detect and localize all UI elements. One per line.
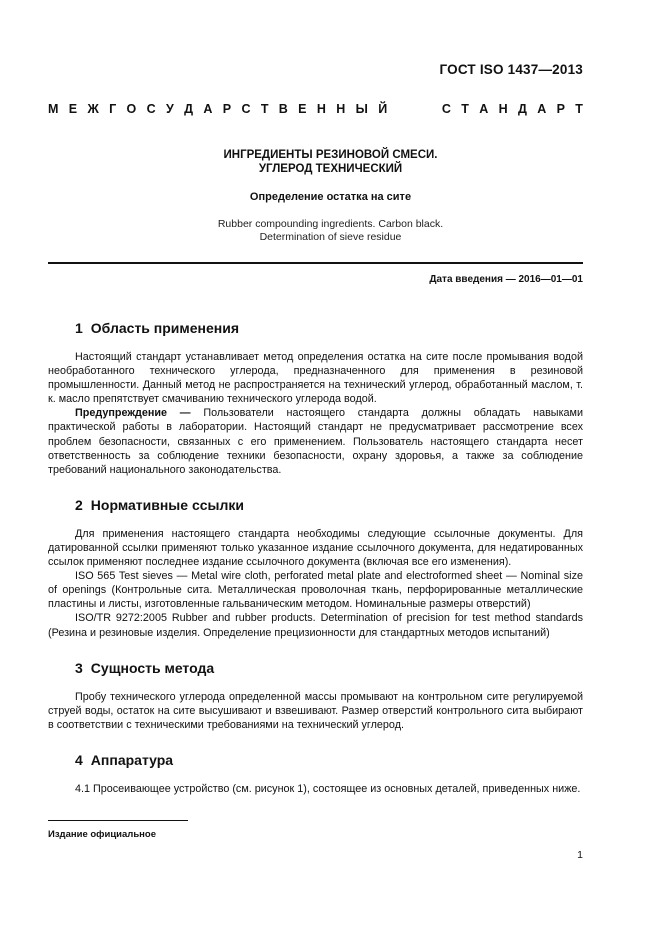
series-letter: Д <box>517 102 527 116</box>
series-letter: Н <box>498 102 508 116</box>
series-letter: Г <box>109 102 117 116</box>
series-letter: Т <box>461 102 469 116</box>
footer-divider <box>48 820 188 821</box>
series-letter: Й <box>378 102 388 116</box>
english-title <box>0 218 661 244</box>
series-letter: С <box>241 102 251 116</box>
document-subtitle: Определение остатка на сите <box>249 191 412 203</box>
warning-paragraph: Предупреждение — Пользователи настоящего стандарта должны обладать навыками практической работы в лаборатории. Настоящий стандарт не предусматривает рассмотрение всех проблем безопасности, связанных с его применением. Пользователь настоящего стандарта несет ответственность за соблюдение техники безопасности, охрану здоровья, а также за соблюдение требований национального законодательства. <box>48 407 583 476</box>
series-letter: С <box>441 102 451 116</box>
series-letter: В <box>278 102 288 116</box>
series-letter: Ж <box>87 102 99 116</box>
series-word-gap <box>398 102 432 116</box>
reference-iso-tr-9272: ISO/TR 9272:2005 Rubber and rubber products. Determination of precision for test method standards (Резина и резиновые изделия. Определение прецизионности для стандартных методов испытаний) <box>48 612 583 639</box>
series-letter: Е <box>68 102 78 116</box>
paragraph: Настоящий стандарт устанавливает метод определения остатка на сите после промывания водой необработанного технического углерода, предназначенного для применения в резиновой промышленности. Данный метод не распространяется на технический углерод, обработанный маслом, т. к. масло препятствует смачиванию технического углерода водой. <box>48 351 583 406</box>
title-divider <box>48 262 583 264</box>
series-letter: Т <box>260 102 269 116</box>
series-letter: Р <box>222 102 232 116</box>
paragraph: Для применения настоящего стандарта необходимы следующие ссылочные документы. Для датированной ссылки применяют только указанное издание ссылочного документа, для недатированных ссылок применяют последнее издание ссылочного документа (включая все его изменения). <box>48 527 583 569</box>
section-heading: 1 Область применения <box>75 320 240 336</box>
section-2 <box>48 497 583 640</box>
paragraph: Пробу технического углерода определенной массы промывают на контрольном сите регулируемой струей воды, остаток на сите высушивают и взвешивают. Размер отверстий контрольного сита выбирают в соответствии с техническими требованиями на технический углерод. <box>48 690 583 731</box>
document-code: ГОСТ ISO 1437—2013 <box>439 62 583 77</box>
english-title-line-1: Rubber compounding ingredients. Carbon black. <box>217 218 444 230</box>
series-letter: Т <box>575 102 583 116</box>
series-letter: О <box>126 102 137 116</box>
series-letter: А <box>537 102 547 116</box>
title-line-1: ИНГРЕДИЕНТЫ РЕЗИНОВОЙ СМЕСИ. <box>223 149 438 161</box>
series-letter: А <box>479 102 489 116</box>
document-body <box>48 320 583 816</box>
series-letter: М <box>48 102 59 116</box>
document-title <box>0 148 661 176</box>
title-line-2: УГЛЕРОД ТЕХНИЧЕСКИЙ <box>258 163 403 175</box>
section-4 <box>48 752 583 796</box>
standard-series-heading <box>48 102 583 116</box>
series-letter: Ы <box>355 102 368 116</box>
series-letter: Е <box>298 102 307 116</box>
section-1 <box>48 320 583 477</box>
series-letter: А <box>203 102 213 116</box>
warning-label: Предупреждение — <box>75 407 191 420</box>
section-3 <box>48 660 583 732</box>
series-letter: С <box>146 102 156 116</box>
series-letter: Н <box>336 102 346 116</box>
series-letter: У <box>166 102 174 116</box>
edition-note: Издание официальное <box>48 829 156 840</box>
english-title-line-2: Determination of sieve residue <box>259 231 402 243</box>
series-letter: Р <box>556 102 565 116</box>
paragraph: 4.1 Просеивающее устройство (см. рисунок 1), состоящее из основных деталей, приведенных ниже. <box>75 782 581 795</box>
reference-iso-565: ISO 565 Test sieves — Metal wire cloth, perforated metal plate and electroformed sheet — Nominal size of openings (Контрольные сита. Металлическая проволочная ткань, перфорированные металлические пластины и листы, изготовленные гальваническим методом. Номинальные размеры отверстий) <box>48 570 583 611</box>
section-heading: 3 Сущность метода <box>75 659 215 676</box>
page-number: 1 <box>577 849 583 861</box>
series-letter: Н <box>316 102 326 116</box>
section-heading: 2 Нормативные ссылки <box>75 496 244 513</box>
introduction-date: Дата введения — 2016—01—01 <box>429 274 583 285</box>
section-heading: 4 Аппаратура <box>75 751 174 768</box>
series-letter: Д <box>184 102 194 116</box>
